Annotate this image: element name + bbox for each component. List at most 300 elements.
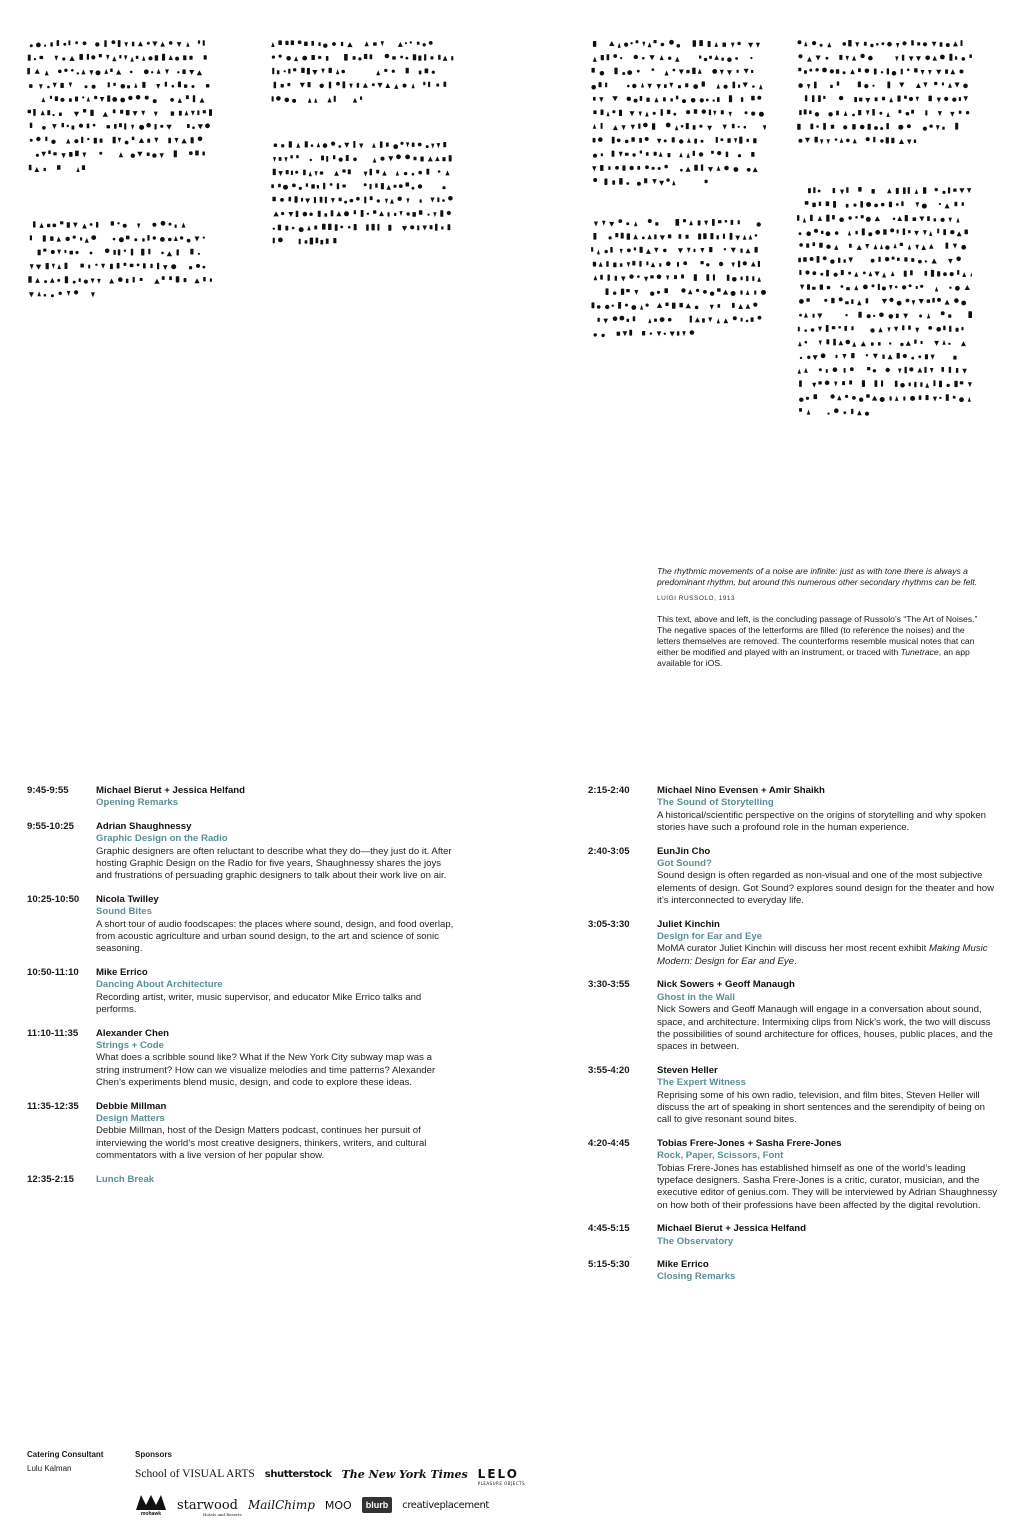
glyph-wedge bbox=[743, 83, 748, 88]
glyph-wedge bbox=[82, 153, 86, 158]
glyph-dot bbox=[303, 212, 308, 217]
glyph-bar bbox=[753, 138, 756, 143]
glyph-wedge bbox=[717, 166, 721, 171]
glyph-bar bbox=[942, 82, 944, 85]
glyph-bar bbox=[866, 394, 870, 398]
glyph-dot bbox=[907, 124, 911, 128]
glyph-dot bbox=[944, 97, 948, 101]
glyph-bar bbox=[639, 138, 642, 143]
glyph-bar bbox=[751, 96, 755, 101]
glyph-dot bbox=[734, 167, 739, 172]
glyph-dot bbox=[892, 71, 897, 76]
glyph-bar bbox=[698, 234, 701, 240]
glyph-bar bbox=[625, 153, 629, 156]
slot-title: Opening Remarks bbox=[96, 797, 179, 809]
glyph-bar bbox=[640, 96, 643, 101]
glyph-dot bbox=[284, 70, 286, 72]
glyph-dot bbox=[377, 199, 380, 202]
glyph-dot bbox=[909, 97, 913, 101]
glyph-wedge bbox=[53, 83, 57, 88]
glyph-bar bbox=[29, 84, 32, 88]
glyph-dot bbox=[292, 227, 295, 230]
glyph-bar bbox=[157, 263, 159, 270]
glyph-bar bbox=[72, 126, 75, 130]
glyph-wedge bbox=[45, 70, 49, 75]
glyph-wedge bbox=[336, 69, 340, 74]
glyph-wedge bbox=[746, 290, 750, 295]
glyph-wedge bbox=[620, 249, 623, 254]
glyph-dot bbox=[806, 397, 809, 400]
glyph-bar bbox=[663, 97, 666, 101]
glyph-wedge bbox=[197, 70, 202, 75]
glyph-wedge bbox=[865, 98, 870, 103]
glyph-bar bbox=[191, 137, 194, 143]
glyph-dot bbox=[666, 178, 669, 181]
glyph-bar bbox=[668, 153, 671, 157]
glyph-bar bbox=[927, 216, 930, 221]
glyph-bar bbox=[50, 42, 52, 46]
glyph-dot bbox=[903, 354, 907, 358]
glyph-dot bbox=[873, 315, 875, 317]
glyph-dot bbox=[276, 96, 281, 101]
glyph-wedge bbox=[198, 124, 204, 129]
glyph-bar bbox=[424, 54, 426, 61]
glyph-bar bbox=[273, 169, 276, 175]
glyph-dot bbox=[936, 327, 941, 332]
glyph-wedge bbox=[412, 83, 415, 88]
glyph-dot bbox=[410, 225, 414, 229]
glyph-dot bbox=[751, 112, 755, 116]
glyph-bar bbox=[943, 326, 945, 331]
glyph-wedge bbox=[312, 70, 317, 75]
glyph-bar bbox=[632, 261, 635, 266]
glyph-bar bbox=[601, 55, 604, 60]
glyph-wedge bbox=[670, 332, 675, 337]
glyph-wedge bbox=[715, 42, 719, 47]
glyph-bar bbox=[412, 143, 415, 148]
glyph-dot bbox=[627, 85, 630, 88]
glyph-bar bbox=[638, 124, 640, 129]
glyph-wedge bbox=[708, 167, 713, 172]
glyph-bar bbox=[639, 261, 641, 267]
glyph-bar bbox=[851, 326, 853, 330]
glyph-wedge bbox=[968, 382, 972, 387]
glyph-bar bbox=[28, 110, 31, 114]
glyph-bar bbox=[329, 82, 331, 89]
glyph-bar bbox=[40, 56, 44, 59]
glyph-bar bbox=[752, 276, 754, 281]
glyph-dot bbox=[923, 42, 927, 46]
glyph-dot bbox=[724, 248, 726, 250]
glyph-wedge bbox=[852, 56, 856, 61]
glyph-bar bbox=[79, 278, 81, 282]
glyph-dot bbox=[77, 72, 79, 74]
glyph-bar bbox=[900, 243, 903, 246]
glyph-dot bbox=[625, 140, 629, 144]
glyph-dot bbox=[961, 301, 966, 306]
glyph-wedge bbox=[819, 341, 822, 346]
glyph-dot bbox=[612, 110, 615, 113]
glyph-bar bbox=[895, 381, 898, 387]
glyph-dot bbox=[615, 166, 619, 170]
glyph-dot bbox=[620, 57, 622, 59]
glyph-dot bbox=[906, 112, 910, 116]
glyph-wedge bbox=[167, 251, 172, 256]
notation-block-8 bbox=[797, 182, 972, 422]
glyph-dot bbox=[342, 169, 346, 173]
glyph-dot bbox=[850, 367, 854, 371]
schedule-slot bbox=[588, 785, 998, 835]
glyph-wedge bbox=[359, 144, 363, 149]
glyph-dot bbox=[872, 85, 874, 87]
glyph-bar bbox=[858, 312, 861, 318]
glyph-bar bbox=[851, 409, 853, 414]
glyph-bar bbox=[279, 157, 282, 161]
glyph-bar bbox=[686, 235, 689, 239]
glyph-bar bbox=[326, 56, 329, 61]
glyph-wedge bbox=[178, 98, 182, 103]
glyph-wedge bbox=[945, 300, 950, 305]
glyph-bar bbox=[699, 56, 701, 59]
glyph-dot bbox=[657, 275, 662, 280]
glyph-wedge bbox=[443, 56, 448, 61]
glyph-bar bbox=[132, 42, 134, 47]
glyph-dot bbox=[95, 264, 97, 266]
glyph-dot bbox=[922, 204, 927, 209]
glyph-dot bbox=[392, 70, 395, 73]
glyph-bar bbox=[860, 201, 863, 208]
glyph-bar bbox=[818, 381, 821, 384]
glyph-wedge bbox=[399, 211, 402, 216]
glyph-dot bbox=[410, 41, 412, 43]
glyph-bar bbox=[69, 98, 72, 102]
glyph-dot bbox=[873, 369, 876, 372]
glyph-dot bbox=[311, 144, 314, 147]
glyph-wedge bbox=[336, 211, 341, 216]
glyph-dot bbox=[661, 43, 665, 47]
glyph-wedge bbox=[698, 69, 702, 74]
glyph-wedge bbox=[687, 248, 691, 253]
glyph-bar bbox=[271, 184, 274, 188]
glyph-wedge bbox=[160, 42, 165, 47]
glyph-wedge bbox=[124, 42, 128, 47]
sponsors-label: Sponsors bbox=[135, 1450, 172, 1459]
glyph-dot bbox=[151, 71, 153, 73]
glyph-bar bbox=[626, 289, 630, 292]
glyph-dot bbox=[427, 214, 429, 216]
glyph-bar bbox=[955, 202, 958, 206]
glyph-dot bbox=[299, 227, 304, 232]
sponsor-logo-row bbox=[135, 1491, 495, 1519]
glyph-bar bbox=[819, 202, 821, 206]
glyph-wedge bbox=[387, 185, 391, 190]
glyph-bar bbox=[873, 137, 875, 143]
glyph-bar bbox=[883, 229, 886, 235]
glyph-dot bbox=[866, 202, 871, 207]
glyph-bar bbox=[113, 250, 115, 255]
quote-description-text: This text, above and left, is the concluding passage of Russolo’s “The Art of Noises.” The negative spaces of the letterforms are filled (to reference the noises) and the letters themselves are removed. The counterforms resemble musical notes that can either be modified and played with an instrument, or traced with bbox=[657, 614, 978, 657]
glyph-dot bbox=[330, 183, 333, 186]
glyph-dot bbox=[838, 326, 841, 329]
glyph-wedge bbox=[857, 300, 861, 305]
glyph-dot bbox=[863, 285, 868, 290]
glyph-bar bbox=[676, 96, 678, 100]
glyph-dot bbox=[743, 261, 747, 265]
glyph-bar bbox=[75, 97, 78, 102]
glyph-dot bbox=[879, 313, 884, 318]
glyph-dot bbox=[113, 238, 116, 241]
glyph-wedge bbox=[609, 222, 614, 227]
glyph-wedge bbox=[377, 83, 382, 88]
glyph-bar bbox=[758, 261, 760, 267]
glyph-wedge bbox=[379, 211, 384, 216]
glyph-wedge bbox=[445, 170, 449, 175]
glyph-bar bbox=[443, 142, 446, 147]
glyph-bar bbox=[311, 55, 315, 60]
glyph-wedge bbox=[130, 57, 133, 62]
glyph-bar bbox=[179, 111, 182, 116]
glyph-bar bbox=[143, 263, 146, 268]
glyph-bar bbox=[803, 257, 807, 262]
glyph-wedge bbox=[717, 318, 720, 323]
blurb-logo: blurb bbox=[362, 1497, 393, 1513]
glyph-bar bbox=[864, 42, 867, 46]
glyph-dot bbox=[712, 69, 717, 74]
glyph-wedge bbox=[593, 124, 596, 129]
glyph-bar bbox=[184, 84, 187, 88]
glyph-bar bbox=[703, 233, 706, 239]
glyph-dot bbox=[949, 287, 951, 289]
glyph-wedge bbox=[962, 272, 966, 277]
slot-description: A short tour of audio foodscapes: the places where sound, design, and food overlap, from acoustic agriculture and urban sound design, to the art and science of sonic seasoning. bbox=[96, 918, 454, 955]
glyph-dot bbox=[806, 231, 811, 236]
glyph-bar bbox=[911, 258, 914, 262]
glyph-dot bbox=[804, 329, 807, 332]
glyph-dot bbox=[358, 57, 361, 60]
glyph-dot bbox=[612, 305, 614, 307]
glyph-dot bbox=[295, 171, 298, 174]
starwood-logo bbox=[177, 1497, 242, 1517]
glyph-bar bbox=[693, 125, 696, 130]
quote-year: , 1913 bbox=[714, 595, 736, 602]
glyph-dot bbox=[67, 125, 69, 127]
glyph-dot bbox=[664, 165, 668, 169]
glyph-wedge bbox=[906, 341, 911, 346]
glyph-dot bbox=[593, 178, 597, 182]
glyph-bar bbox=[57, 165, 61, 170]
glyph-wedge bbox=[687, 138, 691, 143]
glyph-bar bbox=[911, 40, 914, 45]
glyph-wedge bbox=[623, 331, 628, 336]
glyph-bar bbox=[441, 226, 443, 229]
glyph-dot bbox=[399, 184, 403, 188]
glyph-bar bbox=[342, 185, 345, 188]
glyph-wedge bbox=[82, 224, 87, 229]
glyph-wedge bbox=[803, 218, 806, 223]
glyph-dot bbox=[811, 328, 815, 332]
glyph-dot bbox=[44, 280, 47, 283]
glyph-dot bbox=[827, 413, 829, 415]
glyph-wedge bbox=[916, 202, 920, 207]
glyph-dot bbox=[826, 245, 830, 249]
glyph-dot bbox=[757, 96, 761, 100]
lelo-wordmark: LELO bbox=[477, 1467, 519, 1481]
glyph-bar bbox=[68, 40, 70, 45]
glyph-bar bbox=[723, 234, 725, 239]
glyph-dot bbox=[42, 126, 46, 130]
glyph-bar bbox=[939, 381, 942, 388]
glyph-dot bbox=[632, 153, 635, 156]
glyph-dot bbox=[339, 158, 343, 162]
glyph-wedge bbox=[353, 98, 357, 103]
glyph-wedge bbox=[609, 41, 614, 46]
glyph-bar bbox=[826, 270, 829, 277]
glyph-dot bbox=[664, 139, 667, 142]
glyph-wedge bbox=[163, 265, 168, 270]
glyph-bar bbox=[124, 123, 126, 129]
glyph-dot bbox=[618, 219, 622, 223]
glyph-wedge bbox=[857, 245, 862, 250]
glyph-wedge bbox=[41, 152, 46, 157]
glyph-bar bbox=[740, 249, 742, 253]
notation-block-3 bbox=[271, 35, 456, 110]
glyph-bar bbox=[27, 68, 30, 75]
glyph-bar bbox=[727, 275, 730, 281]
glyph-dot bbox=[144, 69, 149, 74]
glyph-dot bbox=[737, 42, 740, 45]
glyph-dot bbox=[747, 168, 751, 172]
glyph-wedge bbox=[889, 97, 893, 102]
schedule-slot bbox=[27, 785, 457, 810]
glyph-bar bbox=[291, 171, 293, 175]
creativeplacement-logo: creativeplacement bbox=[402, 1499, 489, 1511]
glyph-wedge bbox=[950, 112, 954, 117]
slot-time: 10:25-10:50 bbox=[27, 893, 80, 905]
glyph-wedge bbox=[948, 259, 953, 264]
glyph-bar bbox=[311, 41, 314, 46]
glyph-dot bbox=[310, 159, 312, 161]
glyph-dot bbox=[713, 99, 715, 101]
glyph-wedge bbox=[646, 249, 651, 254]
glyph-wedge bbox=[645, 112, 649, 117]
glyph-dot bbox=[646, 304, 649, 307]
glyph-dot bbox=[356, 197, 360, 201]
glyph-wedge bbox=[634, 221, 637, 226]
glyph-wedge bbox=[138, 41, 143, 46]
notation-glyphs bbox=[27, 216, 212, 306]
glyph-bar bbox=[296, 211, 299, 217]
glyph-dot bbox=[405, 42, 407, 44]
glyph-dot bbox=[865, 412, 869, 416]
glyph-dot bbox=[799, 398, 803, 402]
glyph-bar bbox=[892, 257, 895, 260]
glyph-bar bbox=[929, 96, 932, 102]
glyph-bar bbox=[812, 95, 814, 102]
glyph-wedge bbox=[798, 369, 801, 374]
glyph-bar bbox=[948, 187, 950, 193]
glyph-bar bbox=[953, 356, 956, 360]
glyph-bar bbox=[858, 187, 861, 192]
glyph-wedge bbox=[36, 265, 42, 270]
glyph-dot bbox=[835, 231, 839, 235]
glyph-bar bbox=[655, 222, 658, 225]
glyph-dot bbox=[645, 165, 649, 169]
glyph-dot bbox=[30, 139, 33, 142]
glyph-wedge bbox=[929, 244, 934, 249]
glyph-dot bbox=[385, 54, 390, 59]
glyph-bar bbox=[203, 110, 206, 113]
glyph-wedge bbox=[735, 236, 740, 241]
glyph-dot bbox=[323, 44, 327, 48]
glyph-dot bbox=[835, 138, 838, 141]
glyph-wedge bbox=[659, 152, 663, 157]
glyph-bar bbox=[182, 69, 185, 74]
glyph-dot bbox=[717, 151, 721, 155]
slot-description: What does a scribble sound like? What if the New York City subway map was a string instrument? How can we visualize melodies and time patterns? Alexander Chen’s experiments blend music, design, and code to explore these ideas. bbox=[96, 1052, 436, 1089]
glyph-dot bbox=[152, 223, 156, 227]
glyph-dot bbox=[272, 56, 275, 59]
slot-time: 4:20-4:45 bbox=[588, 1137, 630, 1149]
glyph-wedge bbox=[925, 383, 929, 388]
glyph-dot bbox=[74, 290, 78, 294]
sva-logo: School of VISUAL ARTS bbox=[135, 1468, 255, 1480]
glyph-wedge bbox=[597, 249, 600, 254]
glyph-wedge bbox=[666, 276, 669, 281]
glyph-bar bbox=[896, 314, 899, 319]
glyph-dot bbox=[123, 224, 127, 228]
glyph-bar bbox=[175, 225, 177, 228]
glyph-bar bbox=[897, 258, 900, 261]
glyph-wedge bbox=[928, 70, 932, 75]
glyph-dot bbox=[902, 41, 906, 45]
glyph-bar bbox=[627, 319, 630, 322]
glyph-bar bbox=[57, 40, 60, 46]
glyph-bar bbox=[738, 220, 740, 224]
glyph-dot bbox=[839, 217, 844, 222]
notation-glyphs bbox=[271, 35, 456, 110]
glyph-wedge bbox=[942, 340, 945, 345]
glyph-bar bbox=[755, 247, 758, 253]
glyph-dot bbox=[348, 226, 351, 229]
glyph-dot bbox=[833, 367, 838, 372]
starwood-wordmark: starwood bbox=[177, 1497, 238, 1513]
glyph-bar bbox=[373, 42, 377, 45]
glyph-bar bbox=[813, 314, 815, 318]
glyph-bar bbox=[81, 137, 83, 143]
glyph-bar bbox=[902, 55, 904, 61]
glyph-dot bbox=[699, 152, 703, 156]
glyph-dot bbox=[121, 84, 126, 89]
glyph-wedge bbox=[169, 55, 173, 60]
glyph-dot bbox=[867, 314, 871, 318]
glyph-dot bbox=[323, 143, 328, 148]
glyph-dot bbox=[752, 85, 755, 88]
glyph-bar bbox=[693, 151, 695, 156]
glyph-wedge bbox=[682, 331, 686, 336]
glyph-bar bbox=[619, 178, 622, 185]
glyph-wedge bbox=[54, 56, 58, 61]
glyph-wedge bbox=[908, 245, 911, 250]
glyph-wedge bbox=[713, 111, 716, 116]
glyph-wedge bbox=[827, 139, 830, 144]
glyph-bar bbox=[740, 290, 742, 294]
glyph-bar bbox=[614, 68, 617, 75]
glyph-dot bbox=[44, 45, 46, 47]
glyph-wedge bbox=[69, 56, 74, 61]
glyph-wedge bbox=[729, 112, 732, 117]
glyph-bar bbox=[702, 318, 705, 322]
glyph-dot bbox=[941, 311, 945, 315]
